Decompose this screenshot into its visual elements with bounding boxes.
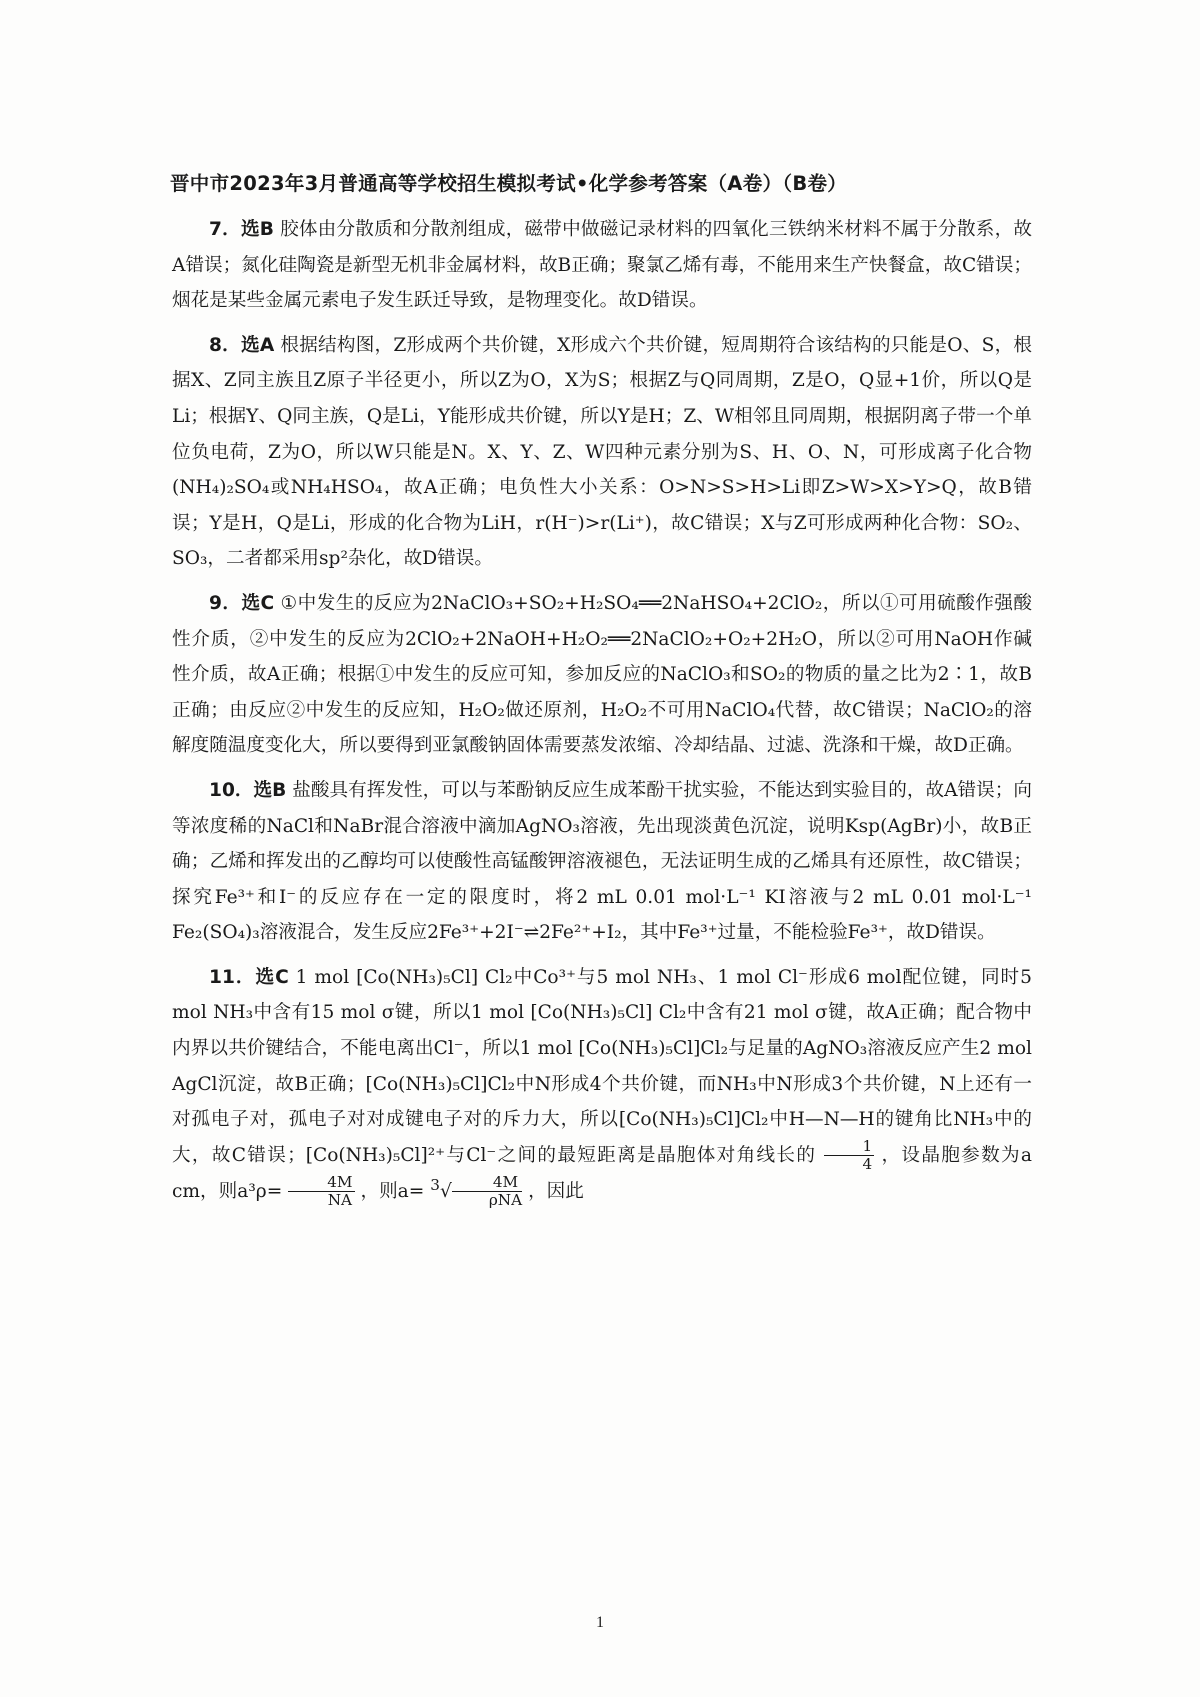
fraction-one-quarter [824,1138,875,1174]
answer-text: 1 mol [Co(NH₃)₅Cl] Cl₂中Co³⁺与5 mol NH₃、1 mol Cl⁻形成6 mol配位键，同时5 mol NH₃中含有15 mol σ键，所以1 mol [Co(NH₃)₅Cl] Cl₂中含有21 mol σ键，故A正确；配合物中内界以共价键结合，不能电离出Cl⁻，所以1 mol [Co(NH₃)₅Cl]Cl₂与足量的AgNO₃溶液反应产生2 mol AgCl沉淀，故B正确；[Co(NH₃)₅Cl]Cl₂中N形成4个共价键，而NH₃中N形成3个共价键，N上还有一对孤电子对，孤电子对对成键电子对的斥力大，所以[Co(NH₃)₅Cl]Cl₂中H—N—H的键角比NH₃中的大，故C错误；[Co(NH₃)₅Cl]²⁺与Cl⁻之间的最短距离是晶胞体对角线长的 [172,966,1032,1166]
radical-sign: √ [439,1180,452,1202]
answer-text: ，设晶胞参数为a cm，则a³ρ= [172,1144,1033,1202]
answer-head: 8．选A [209,334,275,356]
answer-text: ①中发生的反应为2NaClO₃+SO₂+H₂SO₄══2NaHSO₄+2ClO₂，所以①可用硫酸作强酸性介质，②中发生的反应为2ClO₂+2NaOH+H₂O₂══2NaClO₂+O₂+2H₂O，所以②可用NaOH作碱性介质，故A正确；根据①中发生的反应可知，参加反应的NaClO₃和SO₂的物质的量之比为2∶1，故B正确；由反应②中发生的反应知，H₂O₂做还原剂，H₂O₂不可用NaClO₄代替，故C错误；NaClO₂的溶解度随温度变化大，所以要得到亚氯酸钠固体需要蒸发浓缩、冷却结晶、过滤、洗涤和干燥，故D正确。 [172,592,1032,757]
answer-text: 根据结构图，Z形成两个共价键，X形成六个共价键，短周期符合该结构的只能是O、S，根据X、Z同主族且Z原子半径更小，所以Z为O，X为S；根据Z与Q同周期，Z是O，Q显+1价，所以Q是Li；根据Y、Q同主族，Q是Li，Y能形成共价键，所以Y是H；Z、W相邻且同周期，根据阴离子带一个单位负电荷，Z为O，所以W只能是N。X、Y、Z、W四种元素分别为S、H、O、N，可形成离子化合物(NH₄)₂SO₄或NH₄HSO₄，故A正确；电负性大小关系：O>N>S>H>Li即Z>W>X>Y>Q，故B错误；Y是H，Q是Li，形成的化合物为LiH，r(H⁻)>r(Li⁺)，故C错误；X与Z可形成两种化合物：SO₂、SO₃，二者都采用sp²杂化，故D错误。 [172,334,1033,570]
fraction-numerator: 1 [824,1138,875,1157]
answer-head: 9．选C [209,592,275,614]
page-number: 1 [596,1614,604,1631]
answer-text: ，因此 [528,1180,584,1202]
fraction-numerator: 4M [288,1174,354,1193]
answer-body [172,212,1032,1219]
root-index: 3 [430,1175,440,1194]
answer-item-10 [172,773,1032,951]
answer-text: 胶体由分散质和分散剂组成，磁带中做磁记录材料的四氧化三铁纳米材料不属于分散系，故A错误；氮化硅陶瓷是新型无机非金属材料，故B正确；聚氯乙烯有毒，不能用来生产快餐盒，故C错误；烟花是某些金属元素电子发生跃迁导致，是物理变化。故D错误。 [172,219,1032,312]
fraction-numerator: 4M [452,1174,522,1193]
answer-item-8 [172,328,1032,577]
answer-item-11 [172,960,1032,1210]
answer-item-9 [172,586,1032,764]
answer-item-7 [172,212,1032,319]
fraction-denominator: 4 [862,1155,873,1174]
fraction-4m-over-rho-na [452,1174,522,1210]
fraction-denominator: ρNA [488,1191,523,1210]
answer-head: 11．选C [209,966,289,988]
answer-text: ，则a= [360,1180,425,1202]
fraction-4m-over-na [288,1174,354,1210]
fraction-denominator: NA [327,1191,353,1210]
page-title: 晋中市2023年3月普通高等学校招生模拟考试•化学参考答案（A卷）（B卷） [170,172,848,195]
answer-head: 7．选B [209,219,274,240]
answer-text: 盐酸具有挥发性，可以与苯酚钠反应生成苯酚干扰实验，不能达到实验目的，故A错误；向等浓度稀的NaCl和NaBr混合溶液中滴加AgNO₃溶液，先出现淡黄色沉淀，说明Ksp(AgBr)小，故B正确；乙烯和挥发出的乙醇均可以使酸性高锰酸钾溶液褪色，无法证明生成的乙烯具有还原性，故C错误；探究Fe³⁺和I⁻的反应存在一定的限度时，将2 mL 0.01 mol·L⁻¹ KI溶液与2 mL 0.01 mol·L⁻¹ Fe₂(SO₄)₃溶液混合，发生反应2Fe³⁺+2I⁻⇌2Fe²⁺+I₂，其中Fe³⁺过量，不能检验Fe³⁺，故D错误。 [172,779,1032,944]
answer-head: 10．选B [209,779,287,801]
